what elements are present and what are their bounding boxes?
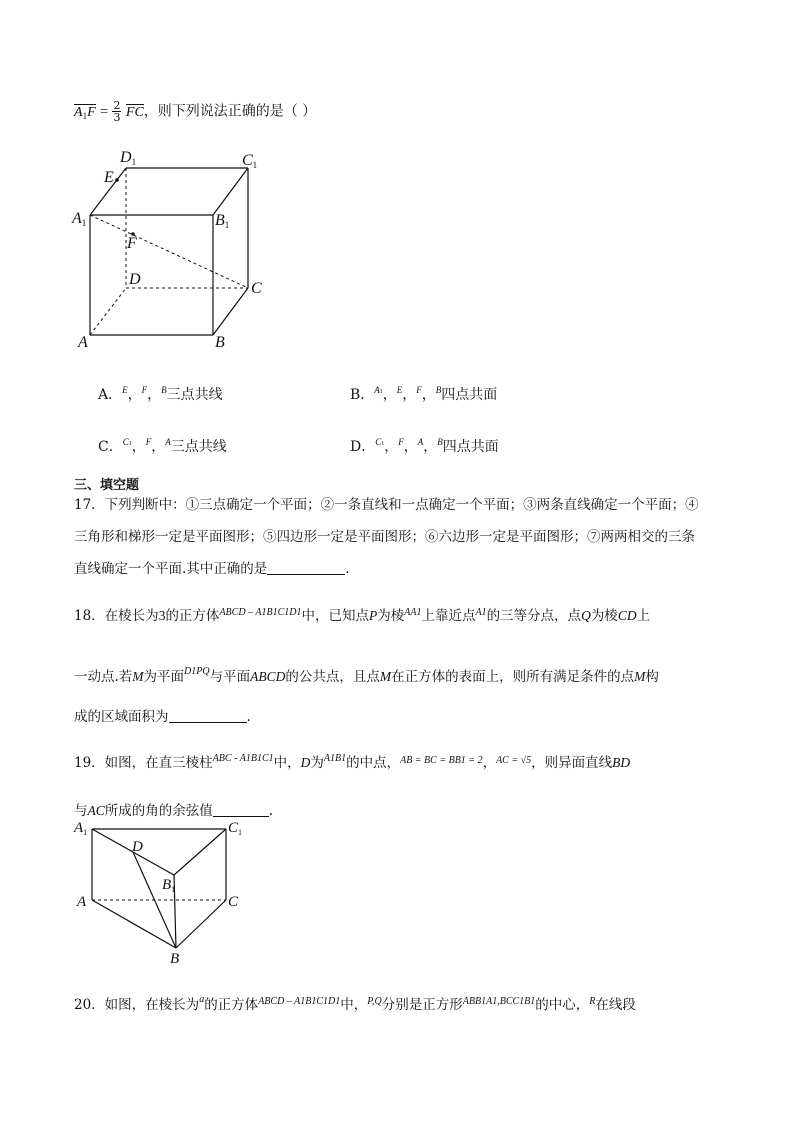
- q18-line1: 18．在棱长为3的正方体$^{ABCD - A1B1C1D1}$中，已知点P为棱$^{AA1}$上靠近点$^{A1}$的三等分点，点Q为棱CD上: [74, 607, 651, 624]
- q19-line1: 19．如图，在直三棱柱$^{ABC - A1B1C1}$中，D为$^{A1B1}$的中点，$^{AB = BC = BB1 = 2}$，$^{AC = √5}$，则异面直线BD: [74, 753, 631, 771]
- q18-line2: 一动点.若M为平面$^{D1PQ}$与平面ABCD的公共点，且点M在正方体的表面上，则所有满足条件的点M构: [74, 666, 659, 685]
- label-b1: $B_1$: [162, 877, 176, 894]
- option-d[interactable]: D．$^{C1}$，$^F$，$^A$，$^B$四点共面: [350, 437, 499, 455]
- option-a-text: 三点共线: [166, 387, 223, 403]
- section-heading: 三、填空题: [74, 478, 140, 493]
- label-d1: D1: [120, 149, 137, 167]
- answer-blank-17[interactable]: [267, 560, 345, 575]
- label-b1: B1: [215, 212, 230, 230]
- label-a: A: [78, 334, 88, 351]
- label-a1: A1: [72, 210, 87, 228]
- q16-condition: $A_1F$ = $\frac{2}{3}$ FC，则下列说法正确的是（ ）: [74, 99, 317, 124]
- prism-figure: [70, 815, 260, 967]
- fraction-two-thirds: $\frac{2}{3}$: [113, 99, 121, 124]
- vector-fc: FC: [125, 104, 144, 120]
- label-a1: $A_1$: [74, 820, 88, 837]
- vector-a1f: $A_1F$: [74, 104, 96, 121]
- option-c[interactable]: C．$^{C1}$，$^F$，$^A$三点共线: [98, 437, 227, 455]
- label-c: C: [251, 280, 262, 297]
- q17-line1: 17．下列判断中：①三点确定一个平面；②一条直线和一点确定一个平面；③两条直线确定一个平面；④: [74, 497, 699, 513]
- label-d: D: [132, 839, 143, 855]
- cube-name: ABCD – A1B1C1D1: [219, 607, 302, 618]
- label-f: F: [127, 235, 137, 252]
- option-a[interactable]: A．$^E$，$^F$，$^B$三点共线: [98, 385, 223, 403]
- option-d-text: 四点共面: [442, 439, 499, 455]
- option-c-text: 三点共线: [170, 439, 227, 455]
- label-b: B: [170, 951, 180, 967]
- label-c: C: [228, 894, 239, 910]
- q17-line2: 三角形和梯形一定是平面图形；⑤四边形一定是平面图形；⑥六边形一定是平面图形；⑦两两相交的三条: [74, 529, 695, 545]
- answer-blank-18[interactable]: [169, 708, 247, 723]
- option-b-text: 四点共面: [441, 387, 498, 403]
- q18-line3: 成的区域面积为 .: [74, 709, 251, 725]
- q19-line2: 与AC所成的角的余弦值 .: [74, 803, 274, 819]
- cube-figure: [70, 145, 270, 355]
- option-b[interactable]: B．$^{A1}$，$^E$，$^F$，$^B$四点共面: [350, 385, 498, 403]
- label-c1: C1: [242, 152, 258, 170]
- label-c1: $C_1$: [228, 820, 243, 837]
- label-e: E: [104, 169, 114, 186]
- q16-condition-text: ，则下列说法正确的是（ ）: [143, 103, 317, 120]
- label-a: A: [77, 894, 87, 910]
- q17-line3: 直线确定一个平面.其中正确的是 .: [74, 561, 350, 577]
- label-b: B: [215, 334, 225, 351]
- q20-line1: 20．如图，在棱长为$^a$的正方体$^{ABCD - A1B1C1D1}$中，$^{P,Q}$分别是正方形$^{ABB1A1,BCC1B1}$的中心，$^R$在线段: [74, 994, 636, 1013]
- label-d: D: [129, 271, 141, 288]
